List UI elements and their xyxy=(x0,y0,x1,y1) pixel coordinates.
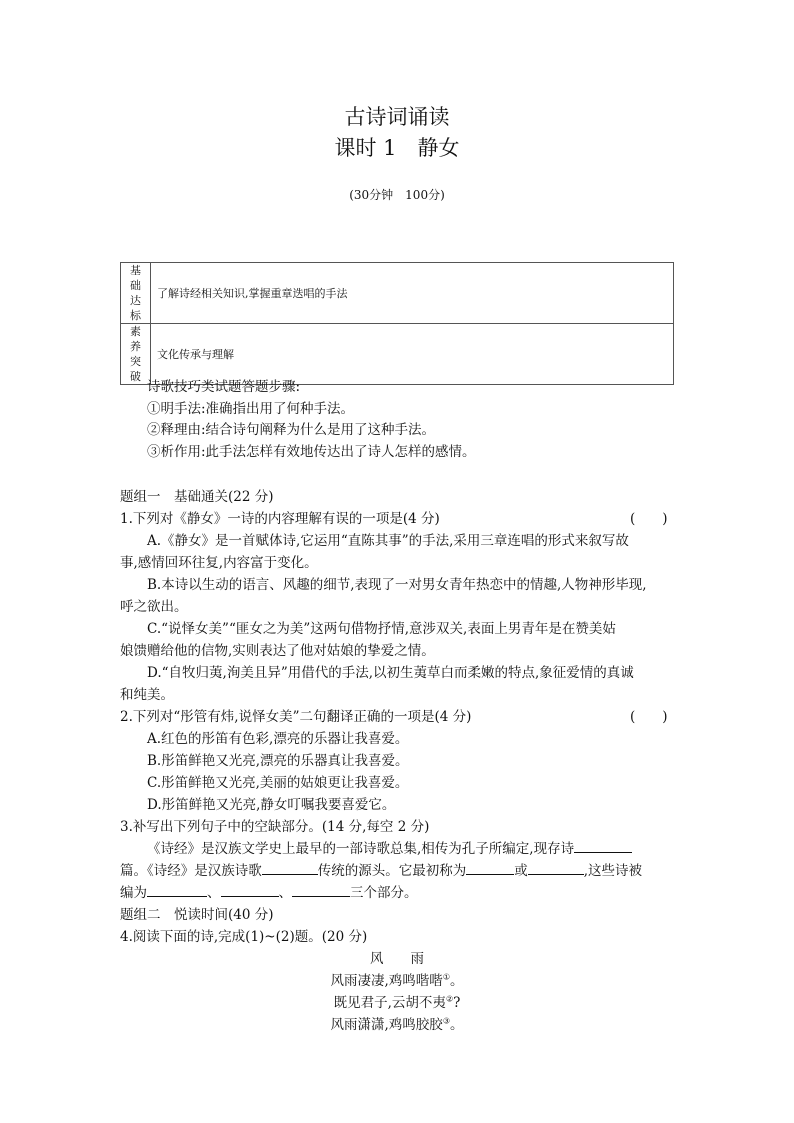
option-line: B.彤笛鲜艳又光亮,漂亮的乐器真让我喜爱。 xyxy=(147,753,409,769)
option-line: D.彤笛鲜艳又光亮,静女叮嘱我要喜爱它。 xyxy=(147,797,396,813)
group-heading: 题组一 基础通关(22 分) xyxy=(120,489,274,505)
poem-punct: 。 xyxy=(449,1017,464,1033)
answer-blank[interactable] xyxy=(574,838,632,853)
option-line: 和纯美。 xyxy=(120,687,174,703)
option-line: C.彤笛鲜艳又光亮,美丽的姑娘更让我喜爱。 xyxy=(147,775,409,791)
tips-step: ①明手法:准确指出用了何种手法。 xyxy=(147,400,355,417)
answer-paren: ( ) xyxy=(630,511,668,527)
category-label: 素养 xyxy=(130,325,141,353)
lesson-subtitle: 课时 1 静女 xyxy=(334,136,460,160)
question-stem: 1.下列对《静女》一诗的内容理解有误的一项是(4 分) xyxy=(120,511,440,527)
footnote-marker: ② xyxy=(445,994,454,1004)
answer-blank[interactable] xyxy=(147,882,207,897)
poem-text: 风雨潇潇,鸡鸣胶胶 xyxy=(330,1017,443,1033)
answer-blank[interactable] xyxy=(221,882,279,897)
poem-line xyxy=(0,1013,794,1033)
fill-text: 编为 xyxy=(120,885,147,901)
page-title: 古诗词诵读 xyxy=(344,105,450,129)
poem-line xyxy=(0,969,794,989)
footnote-marker: ① xyxy=(442,972,450,982)
time-score: (30分钟 100分) xyxy=(349,188,445,202)
fill-text: 或 xyxy=(514,863,528,879)
option-line: 事,感情回环往复,内容富于变化。 xyxy=(120,555,318,571)
fill-text: 、 xyxy=(207,885,221,901)
option-line: A.《静女》是一首赋体诗,它运用“直陈其事”的手法,采用三章连唱的形式来叙写故 xyxy=(147,533,629,549)
fill-text: 三个部分。 xyxy=(350,885,418,901)
table-row xyxy=(121,324,674,385)
poem-text: 风雨凄凄,鸡鸣喈喈 xyxy=(330,973,443,989)
category-label: 基础 xyxy=(130,264,141,292)
table-row xyxy=(121,263,674,324)
poem-text: 既见君子,云胡不夷 xyxy=(333,995,446,1011)
content-cell: 文化传承与理解 xyxy=(151,324,674,385)
question-stem: 4.阅读下面的诗,完成(1)~(2)题。(20 分) xyxy=(120,929,368,945)
fill-text: 篇。《诗经》是汉族诗歌 xyxy=(120,863,262,879)
option-line: A.红色的彤笛有色彩,漂亮的乐器让我喜爱。 xyxy=(147,731,409,747)
fill-line xyxy=(147,837,632,857)
group-heading: 题组二 悦读时间(40 分) xyxy=(120,907,274,923)
fill-text: ,这些诗被 xyxy=(583,863,643,879)
category-label: 突破 xyxy=(130,355,141,383)
footnote-marker: ③ xyxy=(442,1016,450,1026)
poem-punct: ? xyxy=(453,995,461,1011)
option-line: D.“自牧归荑,洵美且异”用借代的手法,以初生荑草白而柔嫩的特点,象征爱情的真诚 xyxy=(147,665,634,681)
tips-heading: 诗歌技巧类试题答题步骤: xyxy=(147,379,301,395)
answer-blank[interactable] xyxy=(528,860,584,875)
answer-blank[interactable] xyxy=(262,860,318,875)
question-stem: 2.下列对“彤管有炜,说怿女美”二句翻译正确的一项是(4 分) xyxy=(120,709,472,725)
tips-box xyxy=(147,377,476,463)
fill-text: 、 xyxy=(278,885,292,901)
option-line: 娘馈赠给他的信物,实则表达了他对姑娘的挚爱之情。 xyxy=(120,643,435,659)
fill-text: 《诗经》是汉族文学史上最早的一部诗歌总集,相传为孔子所编定,现存诗 xyxy=(147,841,575,857)
fill-text: 传统的源头。它最初称为 xyxy=(317,863,467,879)
answer-paren: ( ) xyxy=(630,709,668,725)
answer-blank[interactable] xyxy=(466,860,514,875)
tips-step: ③析作用:此手法怎样有效地传达出了诗人怎样的感情。 xyxy=(147,443,476,460)
category-cell xyxy=(121,263,151,324)
option-line: 呼之欲出。 xyxy=(120,599,188,615)
goals-table xyxy=(120,262,674,385)
category-cell xyxy=(121,324,151,385)
content-cell: 了解诗经相关知识,掌握重章迭唱的手法 xyxy=(151,263,674,324)
category-label: 达标 xyxy=(130,294,141,322)
option-line: C.“说怿女美”“匪女之为美”这两句借物抒情,意涉双关,表面上男青年是在赞美姑 xyxy=(147,621,616,637)
answer-blank[interactable] xyxy=(292,882,350,897)
poem-line xyxy=(0,991,794,1011)
fill-line xyxy=(120,881,418,901)
poem-title: 风 雨 xyxy=(370,951,424,967)
poem-punct: 。 xyxy=(449,973,464,989)
tips-step: ②释理由:结合诗句阐释为什么是用了这种手法。 xyxy=(147,422,436,438)
question-stem: 3.补写出下列句子中的空缺部分。(14 分,每空 2 分) xyxy=(120,819,430,835)
option-line: B.本诗以生动的语言、风趣的细节,表现了一对男女青年热恋中的情趣,人物神形毕现, xyxy=(147,577,647,593)
fill-line xyxy=(120,859,642,879)
